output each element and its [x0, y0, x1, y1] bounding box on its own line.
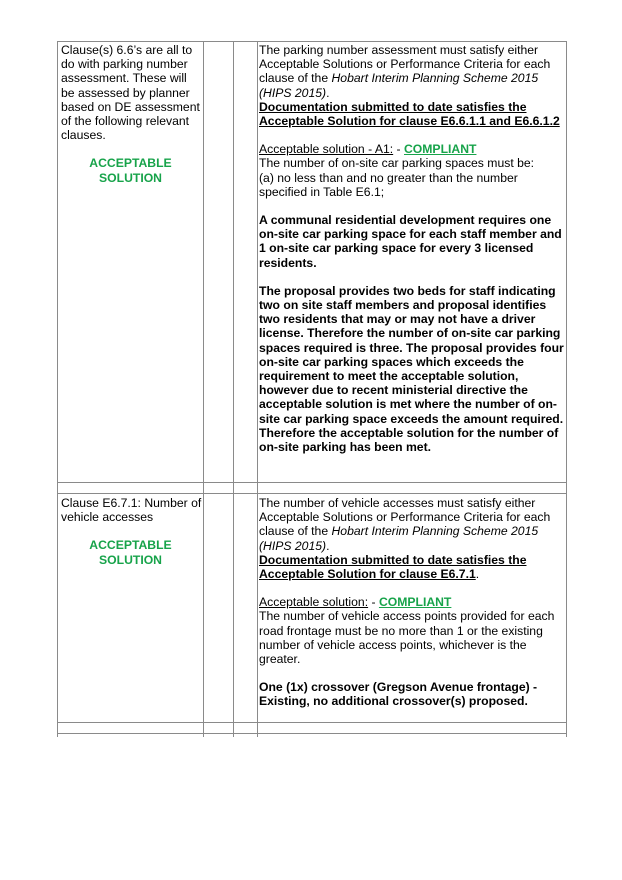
row1-clause-description: Clause(s) 6.6’s are all to do with parking number assessment. These will be assessed by planner based on DE assessment of the following relevant clauses. — [61, 43, 200, 143]
row1-documentation-statement: Documentation submitted to date satisfies the Acceptable Solution for clause E6.6.1.1 and E6.6.1.2 — [259, 99, 560, 129]
scheme-name: Hobart Interim Planning Scheme 2015 (HIPS 2015) — [259, 524, 539, 553]
row2-acceptable-solution-label: Acceptable solution: — [259, 595, 369, 610]
column-border — [257, 41, 258, 737]
table-top-border — [57, 41, 567, 42]
column-border — [203, 41, 204, 737]
column-border — [233, 41, 234, 737]
scheme-name: Hobart Interim Planning Scheme 2015 (HIPS 2015) — [259, 71, 539, 100]
row1-requirement: The number of on-site car parking spaces must be: — [259, 156, 535, 171]
row-divider — [57, 722, 567, 723]
row-divider — [57, 733, 567, 734]
row1-compliant-badge: COMPLIANT — [404, 142, 477, 157]
row1-acceptable-solution-line: Acceptable solution - A1: - COMPLIANT — [259, 142, 477, 157]
row1-assessment-cell — [259, 43, 567, 454]
row1-requirement-a: (a) no less than and no greater than the number specified in Table E6.1; — [259, 170, 518, 199]
row1-intro: The parking number assessment must satisfy either Acceptable Solutions or Performance Criteria for each clause of the Hobart Interim Planning Scheme 2015 (HIPS 2015). — [259, 43, 551, 100]
row2-clause-description: Clause E6.7.1: Number of vehicle accesses — [61, 496, 202, 525]
row2-bold-paragraph-1: One (1x) crossover (Gregson Avenue frontage) - Existing, no additional crossover(s) proposed. — [259, 680, 538, 709]
row-divider — [57, 482, 567, 483]
row2-requirement: The number of vehicle access points provided for each road frontage must be no more than 1 or the existing number of vehicle access points, whichever is the greater. — [259, 609, 555, 667]
row2-compliant-badge: COMPLIANT — [378, 595, 452, 610]
row2-clause-cell — [58, 496, 203, 567]
row1-bold-paragraph-2: The proposal provides two beds for staff indicating two on site staff members and proposal identifies two residents that may or may not have a driver license. Therefore the number of on-site car parking spaces required is three. The proposal provides four on-site car parking spaces which exceeds the requirement to meet the acceptable solution, however due to recent ministerial directive the acceptable solution is met where the number of on-site car parking space exceeds the amount required. Therefore the acceptable solution for the number of on-site parking has been met. — [259, 283, 564, 455]
row1-status: ACCEPTABLE SOLUTION — [89, 156, 172, 185]
row2-acceptable-solution-line: Acceptable solution: - COMPLIANT — [259, 595, 452, 610]
row2-assessment-cell — [259, 496, 567, 709]
row1-bold-paragraph-1: A communal residential development requires one on-site car parking space for each staff member and 1 on-site car parking space for every 3 licensed residents. — [259, 213, 562, 270]
row1-clause-cell — [58, 43, 203, 185]
row2-documentation-statement: Documentation submitted to date satisfies the Acceptable Solution for clause E6.7.1. — [259, 552, 527, 582]
row-divider — [57, 493, 567, 494]
row1-acceptable-solution-label: Acceptable solution - A1: — [259, 142, 394, 157]
row2-intro: The number of vehicle accesses must satisfy either Acceptable Solutions or Performance Criteria for each clause of the Hobart Interim Planning Scheme 2015 (HIPS 2015). — [259, 496, 551, 553]
row2-status: ACCEPTABLE SOLUTION — [89, 538, 172, 567]
